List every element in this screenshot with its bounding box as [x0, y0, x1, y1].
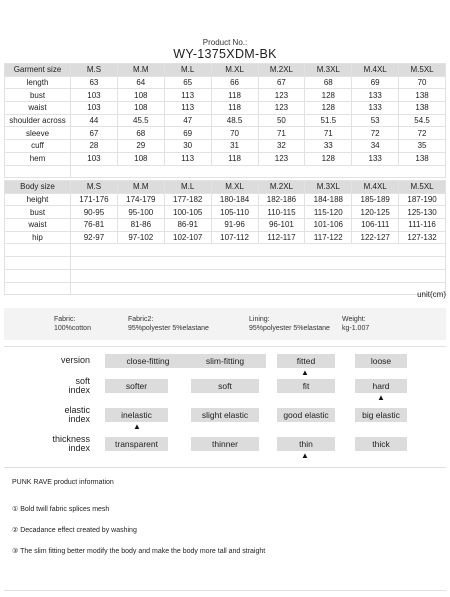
- body-size-table: [4, 180, 446, 295]
- weight-info: [342, 316, 369, 333]
- body-row-label: bust: [5, 206, 71, 219]
- product-number-label: Product No.:: [202, 38, 248, 47]
- garment-cell: 68: [117, 127, 164, 140]
- garment-row-label: cuff: [5, 140, 71, 153]
- body-cell: 81-86: [117, 219, 164, 232]
- garment-cell: 33: [305, 140, 352, 153]
- thickness-option: thinner: [191, 437, 259, 451]
- garment-cell: 133: [352, 89, 399, 102]
- garment-row: [5, 140, 446, 153]
- body-cell: 174-179: [117, 193, 164, 206]
- body-empty-row: [5, 257, 446, 270]
- garment-cell: 123: [258, 152, 305, 165]
- garment-cell: 108: [117, 102, 164, 115]
- elastic-selected-marker: ▲: [133, 422, 141, 431]
- body-cell: 105-110: [211, 206, 258, 219]
- garment-row-label: length: [5, 76, 71, 89]
- version-option: loose: [355, 354, 407, 368]
- garment-cell: 128: [305, 89, 352, 102]
- body-row-label: hip: [5, 231, 71, 244]
- garment-cell: 70: [399, 76, 446, 89]
- garment-cell: 72: [399, 127, 446, 140]
- garment-cell: 103: [71, 102, 118, 115]
- elastic-option: good elastic: [277, 408, 335, 422]
- thickness-option: transparent: [105, 437, 168, 451]
- body-empty-cell: [71, 282, 446, 295]
- divider: [4, 590, 446, 591]
- garment-cell: 108: [117, 152, 164, 165]
- thickness-label-line2: index: [68, 443, 90, 453]
- garment-cell: 138: [399, 102, 446, 115]
- garment-cell: 133: [352, 102, 399, 115]
- body-cell: 97-102: [117, 231, 164, 244]
- body-cell: 112-117: [258, 231, 305, 244]
- garment-cell: 118: [211, 102, 258, 115]
- body-empty-row: [5, 269, 446, 282]
- size-header: M.L: [164, 64, 211, 77]
- body-cell: 101-106: [305, 219, 352, 232]
- garment-cell: 67: [71, 127, 118, 140]
- body-empty-cell: [5, 257, 71, 270]
- body-cell: 127-132: [399, 231, 446, 244]
- body-empty-cell: [5, 244, 71, 257]
- body-cell: 110-115: [258, 206, 305, 219]
- soft-option: soft: [191, 379, 259, 393]
- body-empty-cell: [71, 269, 446, 282]
- divider: [4, 467, 446, 468]
- unit-label: unit(cm): [417, 290, 446, 299]
- garment-row-label: hem: [5, 152, 71, 165]
- garment-cell: 70: [211, 127, 258, 140]
- garment-cell: 47: [164, 114, 211, 127]
- body-cell: 86-91: [164, 219, 211, 232]
- body-empty-cell: [5, 269, 71, 282]
- body-row-label: height: [5, 193, 71, 206]
- product-code: WY-1375XDM-BK: [173, 47, 277, 61]
- size-header: M.XL: [211, 181, 258, 194]
- body-cell: 177-182: [164, 193, 211, 206]
- garment-cell: 113: [164, 152, 211, 165]
- garment-cell: 123: [258, 102, 305, 115]
- garment-cell: 113: [164, 102, 211, 115]
- body-cell: 187-190: [399, 193, 446, 206]
- thickness-option: thick: [355, 437, 407, 451]
- body-cell: 117-122: [305, 231, 352, 244]
- garment-cell: 67: [258, 76, 305, 89]
- body-cell: 107-112: [211, 231, 258, 244]
- body-cell: 92-97: [71, 231, 118, 244]
- garment-row: [5, 114, 446, 127]
- body-cell: 115-120: [305, 206, 352, 219]
- elastic-label-line1: elastic: [64, 405, 90, 415]
- garment-row: [5, 152, 446, 165]
- body-cell: 122-127: [352, 231, 399, 244]
- size-header: M.3XL: [305, 181, 352, 194]
- body-cell: 180-184: [211, 193, 258, 206]
- garment-row-label: sleeve: [5, 127, 71, 140]
- fabric-value: 100%cotton: [54, 324, 91, 332]
- size-header: M.L: [164, 181, 211, 194]
- size-header: M.2XL: [258, 64, 305, 77]
- feature-item: ② Decadance effect created by washing: [12, 527, 137, 534]
- body-cell: 100-105: [164, 206, 211, 219]
- fabric2-info: [128, 316, 209, 333]
- garment-row: [5, 89, 446, 102]
- garment-row: [5, 76, 446, 89]
- garment-cell: 54.5: [399, 114, 446, 127]
- divider: [4, 346, 446, 347]
- thickness-label-line1: thickness: [52, 434, 90, 444]
- version-option: close-fitting: [105, 354, 191, 368]
- garment-row: [5, 102, 446, 115]
- garment-cell: 30: [164, 140, 211, 153]
- garment-row-label: waist: [5, 102, 71, 115]
- garment-cell: 32: [258, 140, 305, 153]
- elastic-label-line2: index: [68, 414, 90, 424]
- body-row: [5, 193, 446, 206]
- fabric2-label: Fabric2:: [128, 316, 154, 323]
- weight-label: Weight:: [342, 316, 366, 323]
- garment-empty-cell: [5, 165, 71, 178]
- size-header: M.S: [71, 64, 118, 77]
- body-table-header: [5, 181, 446, 194]
- garment-cell: 108: [117, 89, 164, 102]
- garment-cell: 63: [71, 76, 118, 89]
- garment-cell: 68: [305, 76, 352, 89]
- version-option: fitted: [277, 354, 335, 368]
- size-header: M.3XL: [305, 64, 352, 77]
- body-cell: 184-188: [305, 193, 352, 206]
- body-row: [5, 219, 446, 232]
- body-cell: 111-116: [399, 219, 446, 232]
- soft-selected-marker: ▲: [377, 393, 385, 402]
- size-header: M.M: [117, 64, 164, 77]
- version-label: version: [60, 355, 90, 365]
- thickness-selected-marker: ▲: [301, 451, 309, 460]
- garment-cell: 103: [71, 152, 118, 165]
- size-header: M.2XL: [258, 181, 305, 194]
- fabric-label: Fabric:: [54, 316, 76, 323]
- garment-cell: 71: [305, 127, 352, 140]
- fabric-info: [54, 316, 91, 333]
- size-header: M.4XL: [352, 181, 399, 194]
- body-cell: 125-130: [399, 206, 446, 219]
- garment-cell: 138: [399, 89, 446, 102]
- garment-size-header: Garment size: [5, 64, 71, 77]
- garment-cell: 50: [258, 114, 305, 127]
- garment-cell: 66: [211, 76, 258, 89]
- lining-label: Lining:: [249, 316, 270, 323]
- size-header: M.S: [71, 181, 118, 194]
- garment-size-table: [4, 63, 446, 178]
- body-cell: 102-107: [164, 231, 211, 244]
- garment-row-label: bust: [5, 89, 71, 102]
- elastic-option: big elastic: [355, 408, 407, 422]
- body-row-label: waist: [5, 219, 71, 232]
- garment-row-label: shoulder across: [5, 114, 71, 127]
- garment-cell: 138: [399, 152, 446, 165]
- size-header: M.XL: [211, 64, 258, 77]
- materials-strip: [4, 308, 446, 340]
- thickness-option: thin: [277, 437, 335, 451]
- feature-item: ③ The slim fitting better modify the body and make the body more tall and straight: [12, 548, 266, 555]
- garment-cell: 72: [352, 127, 399, 140]
- garment-cell: 118: [211, 152, 258, 165]
- garment-cell: 34: [352, 140, 399, 153]
- body-cell: 106-111: [352, 219, 399, 232]
- garment-row: [5, 127, 446, 140]
- garment-cell: 69: [164, 127, 211, 140]
- body-cell: 96-101: [258, 219, 305, 232]
- soft-option: hard: [355, 379, 407, 393]
- body-cell: 91-96: [211, 219, 258, 232]
- garment-empty-cell: [71, 165, 446, 178]
- body-row: [5, 206, 446, 219]
- garment-cell: 51.5: [305, 114, 352, 127]
- body-cell: 185-189: [352, 193, 399, 206]
- body-cell: 171-176: [71, 193, 118, 206]
- elastic-option: inelastic: [105, 408, 168, 422]
- garment-cell: 35: [399, 140, 446, 153]
- version-selected-marker: ▲: [301, 368, 309, 377]
- garment-cell: 118: [211, 89, 258, 102]
- garment-cell: 45.5: [117, 114, 164, 127]
- elastic-option: slight elastic: [191, 408, 259, 422]
- garment-cell: 69: [352, 76, 399, 89]
- soft-label-line1: soft: [75, 376, 90, 386]
- body-row: [5, 231, 446, 244]
- body-cell: 120-125: [352, 206, 399, 219]
- garment-cell: 64: [117, 76, 164, 89]
- body-empty-row: [5, 244, 446, 257]
- body-cell: 76-81: [71, 219, 118, 232]
- body-cell: 95-100: [117, 206, 164, 219]
- size-header: M.4XL: [352, 64, 399, 77]
- garment-cell: 53: [352, 114, 399, 127]
- thickness-index-label: [0, 435, 90, 453]
- soft-option: fit: [277, 379, 335, 393]
- version-option: slim-fitting: [184, 354, 266, 368]
- elastic-index-label: [0, 406, 90, 424]
- size-header: M.5XL: [399, 64, 446, 77]
- body-size-header: Body size: [5, 181, 71, 194]
- product-info-title: PUNK RAVE product information: [12, 479, 114, 486]
- garment-cell: 103: [71, 89, 118, 102]
- garment-cell: 128: [305, 152, 352, 165]
- weight-value: kg-1.007: [342, 324, 370, 332]
- garment-cell: 71: [258, 127, 305, 140]
- garment-table-header: [5, 64, 446, 77]
- garment-cell: 29: [117, 140, 164, 153]
- soft-index-label: [0, 377, 90, 395]
- soft-label-line2: index: [68, 385, 90, 395]
- garment-cell: 44: [71, 114, 118, 127]
- body-cell: 90-95: [71, 206, 118, 219]
- garment-cell: 28: [71, 140, 118, 153]
- body-cell: 182-186: [258, 193, 305, 206]
- feature-item: ① Bold twill fabric splices mesh: [12, 506, 110, 513]
- body-empty-cell: [71, 244, 446, 257]
- garment-cell: 113: [164, 89, 211, 102]
- body-empty-cell: [71, 257, 446, 270]
- lining-value: 95%polyester 5%elastane: [249, 324, 330, 332]
- body-empty-row: [5, 282, 446, 295]
- garment-cell: 128: [305, 102, 352, 115]
- soft-option: softer: [105, 379, 168, 393]
- size-header: M.M: [117, 181, 164, 194]
- garment-empty-row: [5, 165, 446, 178]
- garment-cell: 65: [164, 76, 211, 89]
- lining-info: [249, 316, 330, 333]
- garment-cell: 31: [211, 140, 258, 153]
- garment-cell: 123: [258, 89, 305, 102]
- garment-cell: 133: [352, 152, 399, 165]
- garment-cell: 48.5: [211, 114, 258, 127]
- body-empty-cell: [5, 282, 71, 295]
- fabric2-value: 95%polyester 5%elastane: [128, 324, 209, 332]
- size-header: M.5XL: [399, 181, 446, 194]
